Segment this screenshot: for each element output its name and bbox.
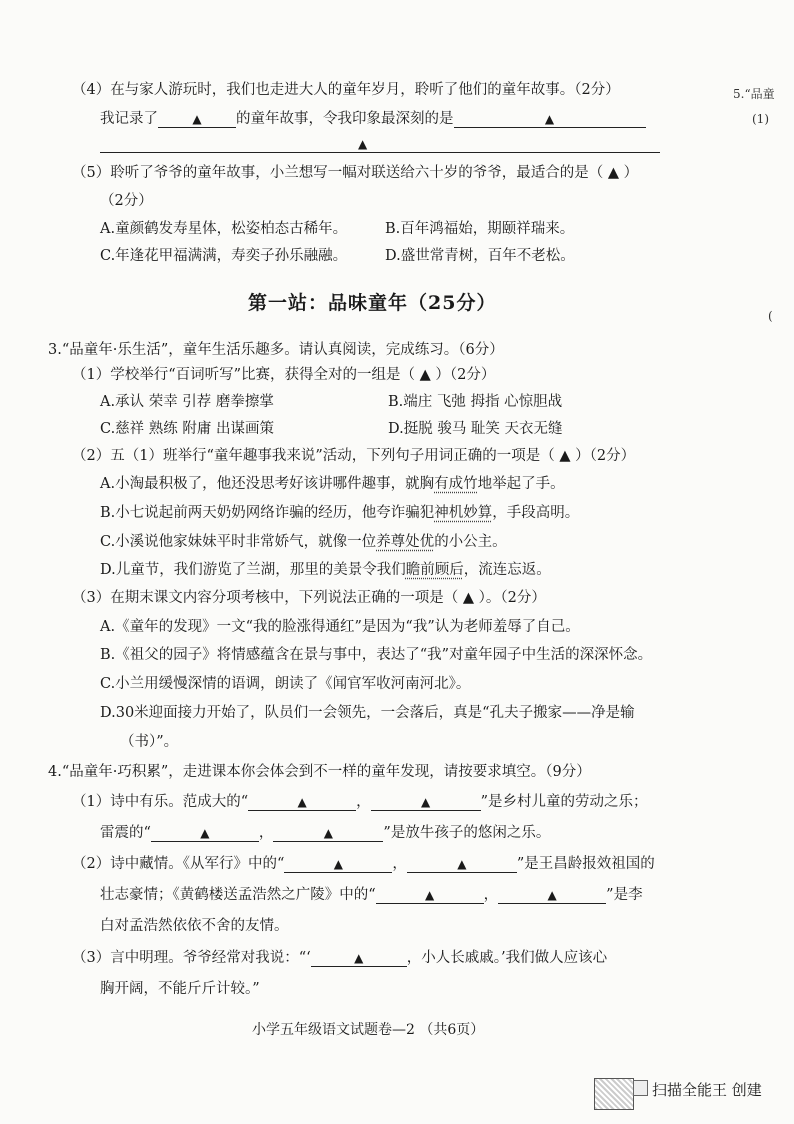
answer-blank[interactable] [284, 857, 392, 873]
q3-s2: （2）五（1）班举行“童年趣事我来说”活动，下列句子用词正确的一项是（ ▲ ）（2分） [72, 448, 636, 464]
text: D.儿童节，我们游览了兰湖，那里的美景令我们 [100, 562, 406, 578]
q4b-stem: 4.“品童年·巧积累”，走进课本你会体会到不一样的童年发现，请按要求填空。（9分） [48, 764, 591, 780]
q3-s3-option-a: A.《童年的发现》一文“我的脸涨得通红”是因为“我”认为老师羞辱了自己。 [100, 619, 580, 635]
answer-blank[interactable] [376, 888, 484, 904]
answer-blank[interactable] [151, 826, 259, 842]
triangle-icon: ▲ [358, 137, 368, 151]
q3-s2-option-c [100, 535, 507, 550]
q3-s1: （1）学校举行“百词听写”比赛，获得全对的一组是（ ▲ ）（2分） [72, 367, 496, 383]
q5-option-b: B.百年鸿福始，期颐祥瑞来。 [385, 221, 575, 237]
answer-blank[interactable] [248, 795, 356, 811]
q3-s3-option-d: D.30米迎面接力开始了，队员们一会领先，一会落后，真是“孔夫子搬家——净是输 [100, 705, 635, 721]
text: ”是王昌龄报效祖国的 [516, 856, 655, 872]
text: （1）诗中有乐。范成大的“ [72, 794, 249, 810]
text: ”是李 [606, 887, 643, 903]
text: 的小公主。 [434, 534, 507, 550]
answer-blank[interactable] [371, 795, 481, 811]
text: （3）言中明理。爷爷经常对我说：“‘ [72, 950, 311, 966]
q3-s2-option-a [100, 477, 565, 492]
triangle-icon: ▲ [425, 888, 435, 902]
q4b-p1-line1 [72, 795, 648, 811]
text: ”是放牛孩子的悠闲之乐。 [383, 825, 551, 841]
text: ， [392, 856, 407, 872]
answer-blank[interactable] [407, 857, 517, 873]
q3-s3: （3）在期末课文内容分项考核中，下列说法正确的一项是（ ▲ ）。（2分） [72, 590, 546, 606]
q4b-p2-line3: 白对孟浩然依依不舍的友情。 [100, 918, 289, 934]
triangle-icon: ▲ [297, 795, 307, 809]
text: 雷震的“ [100, 825, 151, 841]
q3-s1-option-d: D.挺脱 骏马 耻笑 天衣无缝 [388, 421, 563, 437]
triangle-icon: ▲ [200, 826, 210, 840]
triangle-icon: ▲ [547, 888, 557, 902]
q3-stem: 3.“品童年·乐生活”，童年生活乐趣多。请认真阅读，完成练习。（6分） [48, 342, 504, 358]
text: （2）诗中藏情。《从军行》中的“ [72, 856, 285, 872]
q4b-p2-line1 [72, 857, 655, 873]
q4b-p1-line2 [100, 826, 550, 842]
answer-blank[interactable] [454, 112, 646, 128]
text: 壮志豪情；《黄鹤楼送孟浩然之广陵》中的“ [100, 887, 376, 903]
q5-option-c: C.年逢花甲福满满，寿奕子孙乐融融。 [100, 248, 348, 264]
scanner-watermark-text: 扫描全能王 创建 [652, 1081, 762, 1099]
text: B.小七说起前两天奶奶网络诈骗的经历，他夸诈骗犯 [100, 505, 435, 521]
q5-option-d: D.盛世常青树，百年不老松。 [385, 248, 575, 264]
text: ， [356, 794, 371, 810]
dotted-term: 养尊处优 [376, 534, 435, 550]
q3-s3-option-b: B.《祖父的园子》将情感蕴含在景与事中，表达了“我”对童年园子中生活的深深怀念。 [100, 647, 653, 663]
section-title: 第一站：品味童年（25分） [248, 292, 497, 314]
q3-s1-option-a: A.承认 荣幸 引荐 磨拳擦掌 [100, 394, 274, 410]
answer-blank[interactable] [498, 888, 606, 904]
q3-s2-option-d [100, 563, 551, 578]
text: ，流连忘返。 [463, 562, 551, 578]
dotted-term: 瞻前顾后 [405, 562, 464, 578]
triangle-icon: ▲ [354, 951, 364, 965]
q4b-p3-line1 [72, 951, 607, 967]
dotted-term: 有成竹 [434, 476, 478, 492]
scanner-logo-small-icon [633, 1080, 648, 1096]
q3-s3-option-d-cont: （书）”。 [120, 734, 179, 750]
text: A.小淘最积极了，他还没思考好该讲哪件趣事，就胸 [100, 476, 435, 492]
text: ， [483, 887, 499, 903]
text: ，手段高明。 [492, 505, 580, 521]
q4-line2-pre: 我记录了 [100, 111, 158, 127]
scanner-logo-icon [594, 1078, 634, 1110]
triangle-icon: ▲ [544, 112, 555, 126]
answer-blank[interactable] [158, 112, 236, 128]
triangle-icon: ▲ [421, 795, 431, 809]
edge-fragment-paren2: ( [768, 309, 773, 323]
triangle-icon: ▲ [323, 826, 334, 840]
q4b-p2-line2 [100, 888, 643, 904]
dotted-term: 神机妙算 [434, 505, 493, 521]
text: ，小人长戚戚。’我们做人应该心 [406, 950, 608, 966]
text: ”是乡村儿童的劳动之乐； [480, 794, 648, 810]
triangle-icon: ▲ [457, 857, 467, 871]
edge-fragment-paren: (1) [752, 112, 769, 126]
q5-option-a: A.童颜鹤发寿星体，松姿柏态古稀年。 [100, 221, 348, 237]
triangle-icon: ▲ [333, 857, 343, 871]
answer-line[interactable] [100, 152, 660, 153]
triangle-icon: ▲ [192, 112, 202, 126]
page-footer: 小学五年级语文试题卷—2 （共6页） [252, 1022, 485, 1038]
q5-line1: （5）聆听了爷爷的童年故事，小兰想写一幅对联送给六十岁的爷爷，最适合的是（ ▲ ） [72, 165, 639, 181]
edge-fragment-q5: 5.“品童 [733, 87, 775, 101]
answer-blank[interactable] [273, 826, 383, 842]
q4b-p3-line2: 胸开阔，不能斤斤计较。” [100, 981, 260, 997]
q3-s1-option-c: C.慈祥 熟练 附庸 出谋画策 [100, 421, 275, 437]
q3-s2-option-b [100, 506, 579, 521]
answer-blank[interactable] [311, 951, 407, 967]
q4-line1: （4）在与家人游玩时，我们也走进大人的童年岁月，聆听了他们的童年故事。（2分） [72, 82, 620, 98]
q3-s3-option-c: C.小兰用缓慢深情的语调，朗读了《闻官军收河南河北》。 [100, 676, 471, 692]
text: C.小溪说他家妹妹平时非常娇气，就像一位 [100, 534, 377, 550]
text: ， [258, 825, 274, 841]
text: 地举起了手。 [477, 476, 565, 492]
q4-line2 [100, 112, 646, 128]
q4-line2-mid: 的童年故事，令我印象最深刻的是 [236, 111, 454, 127]
q3-s1-option-b: B.端庄 飞弛 拇指 心惊胆战 [388, 394, 563, 410]
q5-line2: （2分） [100, 193, 153, 209]
